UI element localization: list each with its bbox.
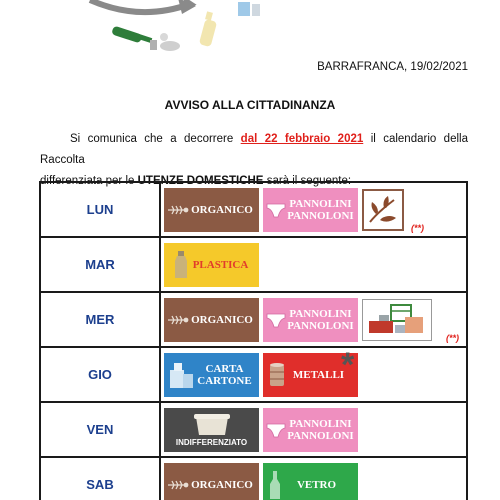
schedule-row (40, 347, 467, 402)
collection-cell (160, 457, 467, 500)
pannolini-label: PANNOLINI (289, 197, 352, 210)
bulky-waste-icon (365, 301, 429, 339)
intro-text-4: sarà il seguente: (266, 175, 352, 187)
schedule-row (40, 237, 467, 292)
notice-title: AVVISO ALLA CITTADINANZA (164, 98, 336, 112)
fishbone-icon (167, 313, 189, 327)
place-date: BARRAFRANCA, 19/02/2021 (317, 61, 468, 73)
intro-text-3: differenziata per le (40, 175, 135, 187)
container-icon (192, 411, 232, 437)
garden-waste-icon (366, 194, 400, 226)
pannolini-label: PANNOLINI (289, 417, 352, 430)
tin-can-icon (269, 362, 285, 388)
glass-bottle-icon (269, 470, 281, 500)
intro-text-2: il calendario della Raccolta (40, 133, 468, 166)
pannolini-label: PANNOLINI (289, 307, 352, 320)
organico-tag (164, 463, 259, 500)
note-mark: (**) (446, 333, 459, 343)
plastic-bottle-icon (199, 11, 217, 47)
vetro-label: VETRO (296, 478, 337, 491)
header-illustration (70, 0, 450, 58)
duck-toy-icon (160, 33, 180, 51)
pannolini-tag (263, 188, 358, 232)
plastic-bottle-icon (174, 250, 188, 280)
pannolini-tag (263, 298, 358, 342)
metalli-label: METALLI (292, 368, 345, 381)
plastica-tag (164, 243, 259, 287)
note-mark: (**) (411, 223, 424, 233)
collection-cell (160, 347, 467, 402)
diaper-icon (266, 312, 286, 328)
recycle-arrow-icon (90, 0, 190, 12)
schedule-table (39, 181, 468, 500)
organico-tag (164, 298, 259, 342)
intro-start-date: dal 22 febbraio 2021 (240, 133, 364, 145)
carton-box-icon (168, 360, 194, 390)
carta-tag (164, 353, 259, 397)
diaper-icon (266, 422, 286, 438)
intro-bold-users: UTENZE DOMESTICHE (137, 175, 264, 187)
fishbone-icon (167, 478, 189, 492)
day-label: GIO (40, 347, 160, 402)
bulky-waste-box (362, 299, 432, 341)
organico-label: ORGANICO (191, 313, 253, 326)
pannolini-tag (263, 408, 358, 452)
carta-label: CARTA (205, 362, 244, 375)
day-label: LUN (40, 182, 160, 237)
fishbone-icon (167, 203, 189, 217)
pannoloni-label: PANNOLONI (287, 319, 354, 332)
schedule-row (40, 402, 467, 457)
day-label: VEN (40, 402, 160, 457)
organico-label: ORGANICO (191, 203, 253, 216)
glass-bottle-icon (111, 26, 152, 44)
schedule-row (40, 292, 467, 347)
cartone-label: CARTONE (197, 374, 252, 387)
day-label: SAB (40, 457, 160, 500)
pannoloni-label: PANNOLONI (287, 209, 354, 222)
diaper-icon (266, 202, 286, 218)
organico-tag (164, 188, 259, 232)
day-label: MAR (40, 237, 160, 292)
intro-text-1: Si comunica che a decorrere (70, 133, 234, 145)
collection-cell (160, 402, 467, 457)
schedule-row (40, 182, 467, 237)
organico-label: ORGANICO (191, 478, 253, 491)
collection-cell (160, 237, 467, 292)
day-label: MER (40, 292, 160, 347)
collection-cell (160, 182, 467, 237)
collection-cell (160, 292, 467, 347)
vetro-tag (263, 463, 358, 500)
plastica-label: PLASTICA (192, 258, 249, 271)
schedule-row (40, 457, 467, 500)
asterisk-mark: * (341, 346, 355, 384)
indifferenziato-tag (164, 408, 259, 452)
milk-carton-icon (238, 2, 260, 16)
garden-waste-box (362, 189, 404, 231)
indifferenziato-label: INDIFFERENZIATO (175, 437, 248, 447)
pannoloni-label: PANNOLONI (287, 429, 354, 442)
